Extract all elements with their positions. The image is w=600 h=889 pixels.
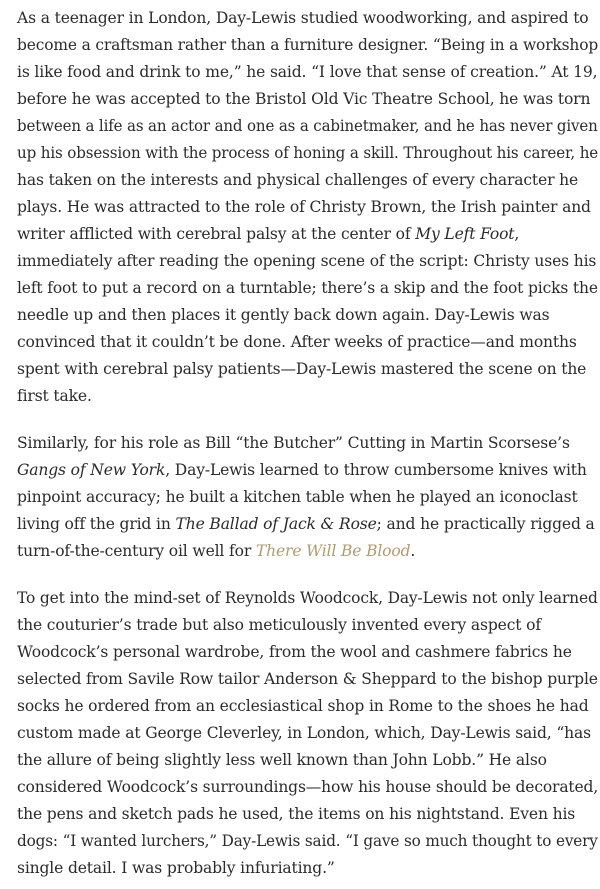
paragraph-woodcock xyxy=(17,585,600,882)
text-line xyxy=(17,538,598,565)
text-line: the couturier’s trade but also meticulously invented every aspect of xyxy=(17,616,541,634)
text-segment: turn-of-the-century oil well for xyxy=(17,542,256,560)
text-segment: , xyxy=(514,225,520,243)
text-line: first take. xyxy=(17,387,92,405)
paragraph-roles xyxy=(17,430,600,565)
text-line: left foot to put a record on a turntable; there’s a skip and the foot picks the xyxy=(17,279,598,297)
text-line: pinpoint accuracy; he built a kitchen table when he played an iconoclast xyxy=(17,488,578,506)
text-line: has taken on the interests and physical challenges of every character he xyxy=(17,171,579,189)
text-segment: living off the grid in xyxy=(17,515,176,533)
text-line: plays. He was attracted to the role of Christy Brown, the Irish painter and xyxy=(17,198,591,216)
text-line: become a craftsman rather than a furniture designer. “Being in a workshop xyxy=(17,36,599,54)
text-line: socks he ordered from an ecclesiastical shop in Rome to the shoes he had xyxy=(17,697,589,715)
text-line: before he was accepted to the Bristol Old Vic Theatre School, he was torn xyxy=(17,90,591,108)
text-line: selected from Savile Row tailor Anderson & Sheppard to the bishop purple xyxy=(17,670,598,688)
text-line: up his obsession with the process of honing a skill. Throughout his career, he xyxy=(17,144,599,162)
text-line: the pens and sketch pads he used, the items on his nightstand. Even his xyxy=(17,805,576,823)
text-line: is like food and drink to me,” he said. “I love that sense of creation.” At 19, xyxy=(17,63,598,81)
text-segment: writer afflicted with cerebral palsy at the center of xyxy=(17,225,416,243)
text-segment: ; and he practically rigged a xyxy=(376,515,595,533)
text-segment: . xyxy=(410,542,416,560)
text-segment: , Day-Lewis learned to throw cumbersome knives with xyxy=(165,461,587,479)
there-will-be-blood-link[interactable] xyxy=(256,542,410,560)
text-line: spent with cerebral palsy patients—Day-Lewis mastered the scene on the xyxy=(17,360,587,378)
text-line: custom made at George Cleverley, in London, which, Day-Lewis said, “has xyxy=(17,724,591,742)
film-title-ballad-of-jack-and-rose: The Ballad of Jack & Rose xyxy=(175,515,377,533)
text-line: the allure of being slightly less well known than John Lobb.” He also xyxy=(17,751,547,769)
text-line: between a life as an actor and one as a cabinetmaker, and he has never given xyxy=(17,117,598,135)
text-line: needle up and then places it gently back down again. Day-Lewis was xyxy=(17,306,550,324)
film-title-my-left-foot: My Left Foot xyxy=(415,225,515,243)
film-title-there-will-be-blood: There Will Be Blood xyxy=(255,542,411,560)
film-title-gangs-of-new-york: Gangs of New York xyxy=(17,461,166,479)
text-line xyxy=(17,511,598,538)
text-line: Woodcock’s personal wardrobe, from the wool and cashmere fabrics he xyxy=(17,643,572,661)
text-line: Similarly, for his role as Bill “the Butcher” Cutting in Martin Scorsese’s xyxy=(17,434,570,452)
text-line: To get into the mind-set of Reynolds Woodcock, Day-Lewis not only learned xyxy=(17,589,598,607)
paragraph-woodworking xyxy=(17,5,600,410)
text-line: single detail. I was probably infuriating.” xyxy=(17,859,335,877)
text-line xyxy=(17,457,598,484)
text-line xyxy=(17,221,598,248)
text-line: dogs: “I wanted lurchers,” Day-Lewis said. “I gave so much thought to every xyxy=(17,832,598,850)
text-line: convinced that it couldn’t be done. After weeks of practice—and months xyxy=(17,333,577,351)
text-line: immediately after reading the opening scene of the script: Christy uses his xyxy=(17,252,597,270)
text-line: As a teenager in London, Day-Lewis studied woodworking, and aspired to xyxy=(17,9,589,27)
text-line: considered Woodcock’s surroundings—how his house should be decorated, xyxy=(17,778,599,796)
